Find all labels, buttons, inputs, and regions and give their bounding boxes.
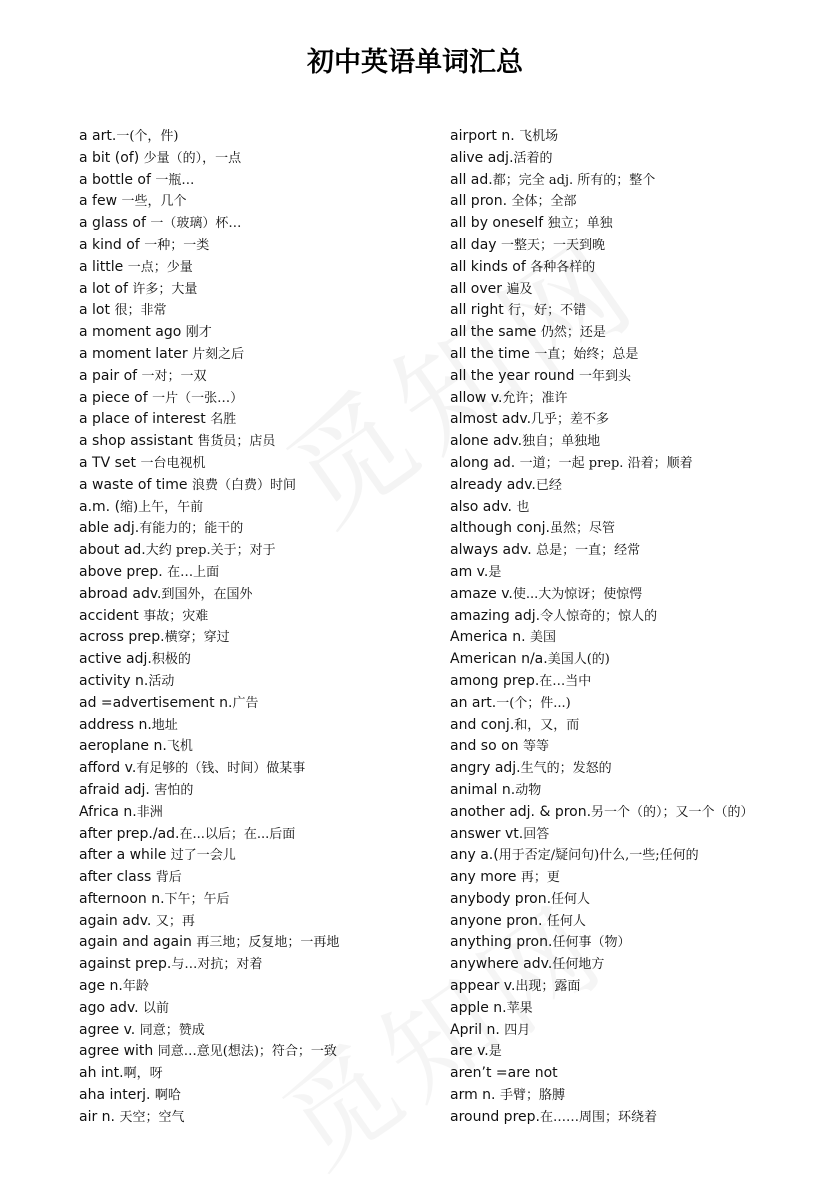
vocab-definition: 又；再: [155, 913, 195, 929]
vocab-entry: [450, 257, 810, 279]
vocab-definition: 独立；单独: [547, 216, 613, 232]
vocab-entry: [450, 279, 810, 301]
vocab-definition: 活动: [148, 673, 175, 689]
vocab-word: against prep.: [79, 956, 172, 973]
vocab-definition: 和，又，而: [514, 717, 580, 733]
vocab-entry: [79, 889, 439, 911]
vocab-entry: [79, 715, 439, 737]
vocab-word: a lot of: [79, 280, 133, 297]
vocab-word: answer vt.: [450, 825, 524, 842]
vocab-definition: 仍然；还是: [540, 325, 606, 341]
vocab-entry: [450, 824, 810, 846]
vocab-word: address n.: [79, 716, 152, 733]
vocab-word: after a while: [79, 847, 171, 864]
vocab-entry: [79, 932, 439, 954]
vocab-entry: [450, 693, 810, 715]
vocab-definition: 一瓶…: [155, 172, 195, 188]
vocab-definition: 全体；全部: [511, 194, 577, 210]
vocab-definition: 已经: [535, 477, 562, 493]
vocab-definition: 同意；赞成: [139, 1022, 205, 1038]
vocab-definition: 出现；露面: [515, 979, 581, 995]
vocab-entry: [79, 584, 439, 606]
vocab-word: also adv.: [450, 498, 517, 515]
vocab-entry: [450, 453, 810, 475]
vocab-word: all the time: [450, 345, 535, 362]
vocab-word: a lot: [79, 302, 115, 319]
vocab-word: a art.: [79, 128, 117, 144]
vocab-word: aha interj.: [79, 1087, 155, 1104]
vocab-entry: [79, 366, 439, 388]
vocab-word: alone adv.: [450, 433, 523, 450]
vocab-entry: [79, 780, 439, 802]
vocab-word: all over: [450, 280, 507, 297]
vocab-word: a waste of time: [79, 476, 192, 493]
vocab-definition: 广告: [232, 695, 259, 711]
vocab-word: a bit (of): [79, 149, 144, 166]
vocab-word: are v.: [450, 1043, 489, 1060]
vocab-definition: 售货员；店员: [197, 434, 276, 450]
vocab-entry: [450, 627, 810, 649]
vocab-word: arm n.: [450, 1087, 500, 1104]
vocab-definition: 活着的: [513, 150, 553, 166]
vocab-definition: 一点；少量: [127, 259, 193, 275]
vocab-entry: [79, 867, 439, 889]
vocab-entry: [450, 126, 810, 148]
vocab-word: after class: [79, 869, 156, 886]
vocab-entry: [450, 388, 810, 410]
vocab-word: again adv.: [79, 912, 156, 929]
vocab-entry: [450, 344, 810, 366]
vocab-definition: 再三地；反复地；一再地: [196, 935, 340, 951]
vocab-definition: 天空；空气: [119, 1109, 185, 1125]
vocab-definition: 是: [488, 1044, 502, 1060]
vocab-word: above prep.: [79, 563, 168, 580]
vocab-word: already adv.: [450, 476, 536, 493]
vocab-definition: 在…当中: [539, 673, 592, 689]
vocab-definition: 任何事（物）: [552, 935, 631, 951]
vocab-definition: 一种；一类: [144, 237, 210, 253]
vocab-definition: 是: [488, 564, 502, 580]
vocab-definition: 遍及: [506, 281, 533, 297]
vocab-entry: [79, 453, 439, 475]
vocab-entry: [79, 388, 439, 410]
vocab-definition: 使...大为惊讶；使惊愕: [512, 586, 643, 602]
vocab-definition: 几乎；差不多: [531, 412, 610, 428]
vocab-entry: [450, 1107, 810, 1129]
vocab-word: alive adj.: [450, 149, 514, 166]
vocab-definition: 另一个（的）；又一个（的）: [591, 804, 754, 820]
vocab-definition: 浪费（白费）时间: [191, 477, 296, 493]
vocab-entry: [450, 148, 810, 170]
vocab-word: America n.: [450, 629, 530, 646]
vocab-word: able adj.: [79, 520, 140, 537]
vocab-word: active adj.: [79, 651, 152, 668]
vocab-definition: 啊，呀: [123, 1066, 163, 1082]
vocab-definition: 令人惊奇的；惊人的: [540, 608, 658, 624]
vocab-definition: 美国人(的): [547, 652, 610, 668]
vocab-definition: 用于否定/疑问句)什么,一些;任何的: [498, 848, 699, 864]
vocab-word: all the same: [450, 324, 541, 341]
vocab-word: ad =advertisement n.: [79, 694, 233, 711]
vocab-word: am v.: [450, 563, 489, 580]
vocab-word: anywhere adv.: [450, 956, 553, 973]
vocab-definition: 飞机场: [519, 129, 559, 144]
vocab-entry: [450, 540, 810, 562]
vocab-definition: 过了一会儿: [170, 848, 236, 864]
vocab-definition: 一台电视机: [140, 455, 206, 471]
vocab-definition: 一(个，件): [116, 129, 179, 144]
vocab-definition: 积极的: [151, 652, 191, 668]
vocab-entry: [79, 409, 439, 431]
vocab-word: allow v.: [450, 389, 503, 406]
vocab-entry: [450, 191, 810, 213]
vocab-entry: [79, 976, 439, 998]
vocab-definition: 一道；一起 prep. 沿着；顺着: [519, 455, 693, 471]
vocab-definition: 下午；午后: [164, 891, 230, 907]
vocab-definition: 名胜: [210, 412, 237, 428]
vocab-word: again and again: [79, 934, 197, 951]
vocab-entry: [79, 518, 439, 540]
vocab-entry: [79, 693, 439, 715]
vocab-definition: 年龄: [122, 979, 149, 995]
vocab-entry: [450, 758, 810, 780]
vocab-entry: [79, 1085, 439, 1107]
vocab-word: apple n.: [450, 999, 507, 1016]
vocab-entry: [79, 649, 439, 671]
vocab-word: across prep.: [79, 629, 165, 646]
vocab-entry: [450, 1085, 810, 1107]
vocab-entry: [450, 802, 810, 824]
vocab-entry: [79, 736, 439, 758]
vocab-word: April n.: [450, 1021, 505, 1038]
vocab-word: all pron.: [450, 193, 512, 210]
vocab-word: a piece of: [79, 389, 153, 406]
vocab-definition: 行，好；不错: [508, 303, 587, 319]
vocab-definition: 也: [516, 499, 530, 515]
vocab-entry: [79, 1041, 439, 1063]
vocab-definition: 一对；一双: [141, 368, 207, 384]
vocab-entry: [450, 409, 810, 431]
vocab-word: air n.: [79, 1108, 120, 1125]
vocab-word: afford v.: [79, 760, 137, 777]
vocab-entry: [79, 671, 439, 693]
vocab-entry: [79, 279, 439, 301]
vocab-entry: [450, 976, 810, 998]
vocab-entry: [79, 998, 439, 1020]
vocab-word: another adj. & pron.: [450, 803, 592, 820]
vocab-word: any a.(: [450, 847, 499, 864]
vocab-definition: 同意…意见(想法)；符合；一致: [157, 1044, 337, 1060]
vocab-definition: 刚才: [185, 325, 212, 341]
vocab-entry: [450, 475, 810, 497]
vocab-entry: [79, 475, 439, 497]
vocab-definition: 在...以后；在...后面: [179, 826, 296, 842]
vocab-word: amaze v.: [450, 585, 513, 602]
vocab-entry: [450, 518, 810, 540]
vocab-word: afraid adj.: [79, 781, 155, 798]
right-column: [450, 126, 810, 1129]
vocab-entry: [450, 889, 810, 911]
vocab-word: a moment later: [79, 345, 193, 362]
vocab-entry: [79, 170, 439, 192]
vocab-entry: [450, 562, 810, 584]
vocab-entry: [450, 497, 810, 519]
vocab-definition: 在…上面: [167, 564, 220, 580]
vocab-definition: 都；完全 adj. 所有的；整个: [492, 172, 656, 188]
vocab-word: a.m. (: [79, 498, 121, 515]
vocab-word: animal n.: [450, 781, 516, 798]
vocab-word: a shop assistant: [79, 433, 198, 450]
vocab-definition: 总是；一直；经常: [536, 543, 641, 559]
vocab-entry: [450, 998, 810, 1020]
vocab-entry: [450, 606, 810, 628]
vocab-entry: [79, 1063, 439, 1085]
vocab-entry: [450, 431, 810, 453]
vocab-definition: 飞机: [166, 739, 193, 755]
vocab-entry: [79, 191, 439, 213]
vocab-definition: 动物: [515, 782, 542, 798]
vocab-definition: 少量（的），一点: [143, 150, 242, 166]
vocab-word: a bottle of: [79, 171, 156, 188]
vocab-definition: 背后: [155, 870, 182, 886]
vocab-entry: [79, 497, 439, 519]
vocab-definition: 任何人: [551, 891, 591, 907]
vocab-entry: [450, 322, 810, 344]
vocab-entry: [79, 802, 439, 824]
vocab-word: all kinds of: [450, 258, 531, 275]
vocab-definition: 任何地方: [552, 957, 605, 973]
vocab-entry: [450, 780, 810, 802]
vocab-entry: [79, 431, 439, 453]
vocab-entry: [450, 911, 810, 933]
vocab-entry: [450, 867, 810, 889]
vocab-word: airport n.: [450, 128, 520, 144]
vocab-entry: [79, 954, 439, 976]
vocab-entry: [450, 932, 810, 954]
vocab-definition: 一些，几个: [121, 194, 187, 210]
vocab-word: aren’t =are not: [450, 1065, 558, 1082]
vocab-definition: 各种各样的: [530, 259, 596, 275]
vocab-word: ah int.: [79, 1065, 124, 1082]
vocab-definition: 在……周围；环绕着: [539, 1109, 657, 1125]
vocab-definition: 一整天；一天到晚: [501, 237, 606, 253]
vocab-definition: 以前: [143, 1000, 170, 1016]
vocab-entry: [79, 758, 439, 780]
vocab-word: always adv.: [450, 542, 537, 559]
vocab-entry: [79, 148, 439, 170]
vocab-definition: 生气的；发怒的: [520, 761, 612, 777]
vocab-word: agree with: [79, 1043, 158, 1060]
vocab-entry: [79, 606, 439, 628]
vocab-definition: 一（玻璃）杯…: [150, 216, 242, 232]
vocab-word: anybody pron.: [450, 890, 552, 907]
vocab-definition: 允许；准许: [502, 390, 568, 406]
vocab-entry: [450, 235, 810, 257]
vocab-word: all the year round: [450, 367, 580, 384]
vocab-word: any more: [450, 869, 521, 886]
vocab-word: accident: [79, 607, 144, 624]
vocab-entry: [79, 911, 439, 933]
vocab-word: all ad.: [450, 171, 493, 188]
vocab-word: and conj.: [450, 716, 515, 733]
vocab-word: about ad.: [79, 542, 146, 559]
vocab-entry: [79, 540, 439, 562]
vocab-entry: [450, 1041, 810, 1063]
vocab-entry: [450, 584, 810, 606]
vocab-entry: [450, 366, 810, 388]
vocab-word: a moment ago: [79, 324, 186, 341]
vocab-word: a kind of: [79, 236, 145, 253]
vocab-definition: 与…对抗；对着: [171, 957, 263, 973]
vocab-word: almost adv.: [450, 411, 532, 428]
vocab-definition: 一(个；件...): [496, 695, 571, 711]
vocab-definition: 苹果: [506, 1000, 533, 1016]
vocab-word: although conj.: [450, 520, 550, 537]
vocab-definition: 等等: [523, 739, 550, 755]
vocab-word: all right: [450, 302, 509, 319]
vocab-word: a little: [79, 258, 128, 275]
vocab-word: amazing adj.: [450, 607, 541, 624]
vocab-definition: 缩)上午，午前: [120, 499, 204, 515]
vocab-word: a few: [79, 193, 122, 210]
vocab-word: aeroplane n.: [79, 738, 167, 755]
vocab-definition: 横穿；穿过: [164, 630, 230, 646]
vocab-word: age n.: [79, 978, 123, 995]
vocab-definition: 非洲: [136, 804, 163, 820]
vocab-word: a place of interest: [79, 411, 211, 428]
vocab-definition: 任何人: [546, 913, 586, 929]
vocab-word: an art.: [450, 694, 497, 711]
vocab-word: among prep.: [450, 672, 540, 689]
vocab-word: American n/a.: [450, 651, 548, 668]
vocab-word: activity n.: [79, 672, 149, 689]
vocab-entry: [79, 300, 439, 322]
vocab-entry: [450, 736, 810, 758]
vocab-definition: 一年到头: [579, 368, 632, 384]
vocab-word: anyone pron.: [450, 912, 547, 929]
vocab-entry: [79, 1107, 439, 1129]
vocab-word: agree v.: [79, 1021, 140, 1038]
page-title: 初中英语单词汇总: [307, 47, 523, 78]
vocab-definition: 啊哈: [154, 1088, 181, 1104]
vocab-word: ago adv.: [79, 999, 144, 1016]
vocab-entry: [79, 845, 439, 867]
vocab-entry: [79, 257, 439, 279]
vocab-definition: 许多；大量: [132, 281, 198, 297]
vocab-definition: 有能力的；能干的: [139, 521, 244, 537]
vocab-entry: [79, 322, 439, 344]
vocab-word: after prep./ad.: [79, 825, 180, 842]
vocab-entry: [450, 1020, 810, 1042]
vocab-word: all day: [450, 236, 502, 253]
vocab-word: and so on: [450, 738, 523, 755]
vocab-definition: 再；更: [520, 870, 560, 886]
vocab-entry: [450, 715, 810, 737]
vocab-entry: [79, 824, 439, 846]
vocab-definition: 有足够的（钱、时间）做某事: [136, 761, 306, 777]
vocab-definition: 大约 prep.关于；对于: [145, 543, 276, 559]
vocab-word: afternoon n.: [79, 890, 165, 907]
vocab-word: anything pron.: [450, 934, 553, 951]
vocab-definition: 片刻之后: [192, 346, 245, 362]
vocab-entry: [79, 235, 439, 257]
vocab-word: Africa n.: [79, 803, 137, 820]
vocab-definition: 地址: [151, 717, 178, 733]
vocab-definition: 一直；始终；总是: [534, 346, 639, 362]
vocab-entry: [79, 1020, 439, 1042]
vocab-entry: [79, 213, 439, 235]
vocab-entry: [450, 1063, 810, 1085]
vocab-word: a pair of: [79, 367, 142, 384]
vocab-entry: [450, 649, 810, 671]
vocab-entry: [79, 562, 439, 584]
vocab-word: abroad adv.: [79, 585, 162, 602]
vocab-definition: 虽然；尽管: [549, 521, 615, 537]
vocab-entry: [450, 671, 810, 693]
vocab-entry: [450, 845, 810, 867]
vocab-definition: 手臂；胳膊: [499, 1088, 565, 1104]
vocab-entry: [450, 300, 810, 322]
vocab-word: a TV set: [79, 454, 141, 471]
vocab-definition: 四月: [504, 1022, 531, 1038]
vocab-definition: 独自；单独地: [522, 434, 601, 450]
vocab-word: a glass of: [79, 215, 151, 232]
vocab-word: angry adj.: [450, 760, 521, 777]
vocab-entry: [450, 213, 810, 235]
vocab-definition: 害怕的: [154, 782, 194, 798]
vocab-definition: 事故；灾难: [143, 608, 209, 624]
vocab-word: all by oneself: [450, 215, 548, 232]
vocab-word: along ad.: [450, 454, 520, 471]
vocab-definition: 到国外，在国外: [161, 586, 253, 602]
vocab-entry: [450, 170, 810, 192]
vocab-entry: [79, 344, 439, 366]
vocab-entry: [450, 954, 810, 976]
vocab-word: appear v.: [450, 978, 516, 995]
vocab-definition: 一片（一张…）: [152, 390, 244, 406]
left-column: [79, 126, 439, 1129]
vocab-entry: [79, 126, 439, 148]
vocab-entry: [79, 627, 439, 649]
vocab-definition: 回答: [523, 826, 550, 842]
vocab-definition: 美国: [529, 630, 556, 646]
vocab-word: around prep.: [450, 1108, 540, 1125]
vocab-definition: 很；非常: [114, 303, 167, 319]
